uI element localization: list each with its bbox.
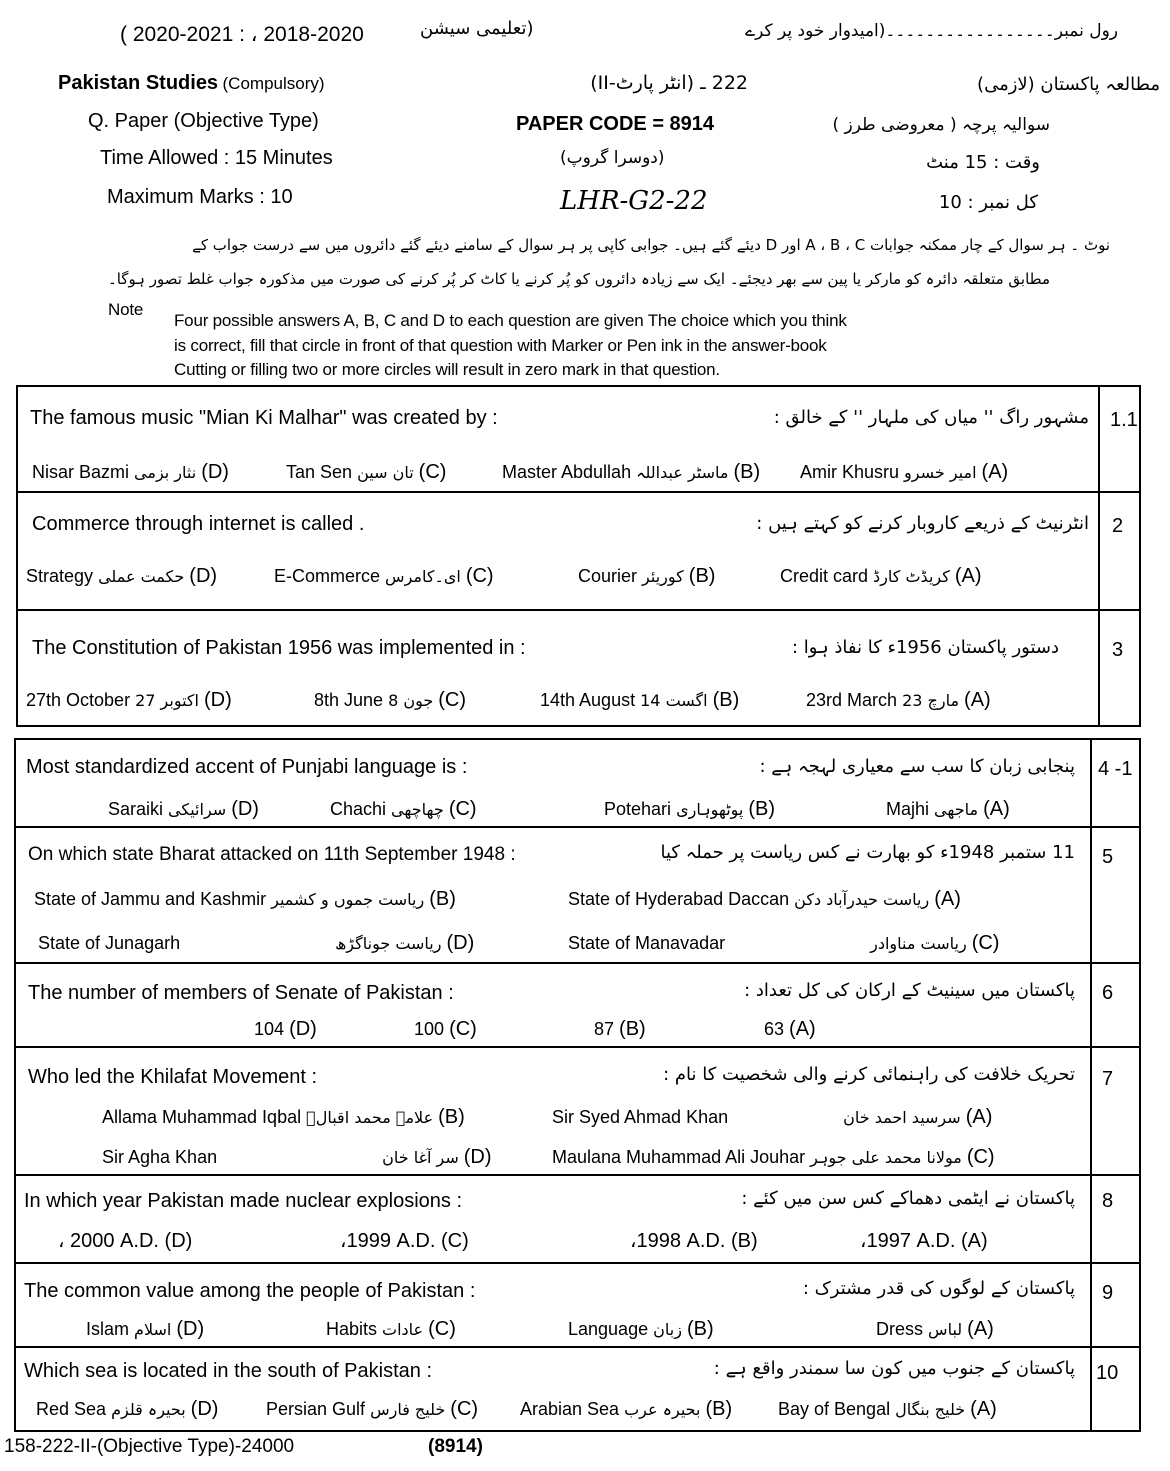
option-letter: (B)	[730, 1230, 758, 1252]
option-letter: (D)	[463, 1146, 492, 1168]
group-urdu: (دوسرا گروپ)	[560, 148, 665, 168]
option-letter: (D)	[289, 1018, 317, 1040]
option-letter: (C)	[449, 1018, 477, 1040]
option-b[interactable]	[502, 461, 760, 484]
option-b[interactable]	[604, 798, 775, 821]
option-a[interactable]	[876, 1318, 994, 1341]
note-line-3: Cutting or filling two or more circles will result in zero mark in that question.	[174, 360, 720, 379]
time-allowed-english: Time Allowed : 15 Minutes	[100, 147, 333, 169]
subject-english	[58, 72, 325, 95]
option-a[interactable]	[860, 1228, 988, 1253]
option-en: Amir Khusru	[800, 462, 900, 482]
paper-type-urdu: سوالیہ پرچہ ( معروضی طرز )	[832, 115, 1050, 135]
option-a[interactable]	[886, 798, 1010, 821]
question-block-1	[16, 385, 1141, 727]
question-row-10	[16, 1348, 1139, 1430]
option-en: State of Hyderabad Daccan	[568, 889, 790, 909]
note-label: Note	[108, 300, 144, 319]
question-row-7	[16, 1048, 1139, 1176]
option-en: 23rd March	[806, 690, 898, 710]
option-ur: عادات	[382, 1320, 424, 1339]
roll-number-line: رول نمبر۔۔۔۔۔۔۔۔۔۔۔۔۔۔۔۔۔(امیدوار خود پر کرے	[745, 21, 1118, 41]
question-text-en: Commerce through internet is called .	[32, 513, 365, 535]
question-number: 1.1	[1110, 409, 1138, 431]
option-letter: (B)	[429, 888, 456, 910]
question-text-en: On which state Bharat attacked on 11th September 1948 :	[28, 844, 516, 865]
option-letter: (D)	[189, 565, 218, 587]
question-text-ur: پنجابی زبان کا سب سے معیاری لہجہ ہے :	[759, 756, 1075, 777]
question-number: 6	[1102, 982, 1114, 1004]
option-en: Sir Syed Ahmad Khan	[552, 1107, 729, 1127]
option-en: Dress	[876, 1319, 924, 1339]
option-ur: لباس	[928, 1320, 963, 1339]
question-text-en: Most standardized accent of Punjabi language is :	[26, 756, 468, 778]
option-ur: بحیرہ عرب	[624, 1400, 701, 1419]
option-ur: حکمت عملی	[98, 567, 185, 586]
question-number: 4 -1	[1098, 758, 1133, 780]
option-letter: (B)	[748, 798, 776, 820]
question-row-3	[18, 611, 1139, 725]
option-letter: (D)	[176, 1318, 205, 1340]
option-d[interactable]	[108, 798, 259, 821]
question-row-9	[16, 1264, 1139, 1348]
option-d[interactable]	[58, 1228, 192, 1253]
option-en: 63	[764, 1019, 785, 1039]
option-letter: (A)	[967, 1318, 994, 1340]
paper-number: 222 ـ (انٹر پارٹ-II)	[590, 72, 748, 94]
option-letter: (C)	[450, 1398, 479, 1420]
option-a[interactable]	[778, 1398, 997, 1421]
option-en: Majhi	[886, 799, 930, 819]
question-text-en: Who led the Khilafat Movement :	[28, 1066, 318, 1088]
option-letter: (A)	[970, 1398, 997, 1420]
session-label-urdu: (تعلیمی سیشن	[420, 18, 534, 39]
question-text-ur: پاکستان کے لوگوں کی قدر مشترک :	[802, 1278, 1075, 1299]
option-ur: ریاست جوناگڑھ	[335, 934, 442, 953]
option-ur: کریڈٹ کارڈ	[873, 567, 950, 586]
question-row-1	[18, 387, 1139, 493]
option-en: State of Manavadar	[568, 933, 726, 953]
note-urdu-line-1: نوٹ ۔ ہر سوال کے چار ممکنہ جوابات A ، B ، C اور D دیئے گئے ہیں۔ جوابی کاپی پر ہر سوال کے سامنے دیئے گئے دائروں میں سے درست جواب کے	[192, 236, 1110, 254]
question-text-en: Which sea is located in the south of Pakistan :	[24, 1360, 432, 1382]
option-en: Red Sea	[36, 1399, 107, 1419]
option-a[interactable]	[780, 565, 982, 588]
option-ur: خلیج فارس	[370, 1400, 446, 1419]
question-row-6	[16, 964, 1139, 1048]
question-row-2	[18, 493, 1139, 611]
option-b[interactable]	[594, 1018, 646, 1041]
question-number: 2	[1112, 515, 1124, 537]
option-letter: (A)	[981, 461, 1009, 483]
option-en: ، 2000 A.D.	[58, 1230, 159, 1252]
option-en: 27th October	[26, 690, 131, 710]
option-ur: سرسید احمد خان	[843, 1108, 961, 1127]
option-d[interactable]	[26, 689, 232, 712]
option-en: Islam	[86, 1319, 130, 1339]
option-d[interactable]	[38, 932, 474, 955]
option-ur: نثار بزمی	[134, 463, 197, 482]
option-a[interactable]	[568, 888, 961, 911]
question-text-en: In which year Pakistan made nuclear explosions :	[24, 1190, 463, 1212]
option-b[interactable]	[520, 1398, 732, 1421]
footer-code-line: 158-222-II-(Objective Type)-24000	[4, 1436, 295, 1457]
option-letter: (C)	[438, 689, 467, 711]
option-d[interactable]	[102, 1146, 492, 1169]
question-text-en: The number of members of Senate of Pakistan :	[28, 982, 454, 1004]
option-letter: (A)	[965, 1106, 993, 1128]
option-d[interactable]	[32, 461, 229, 484]
option-c[interactable]	[274, 565, 494, 588]
option-en: Potehari	[604, 799, 672, 819]
paper-type-english: Q. Paper (Objective Type)	[88, 110, 319, 132]
option-letter: (B)	[686, 1318, 714, 1340]
option-en: Chachi	[330, 799, 387, 819]
option-en: Habits	[326, 1319, 378, 1339]
option-letter: (C)	[448, 798, 477, 820]
option-en: State of Junagarh	[38, 933, 181, 953]
option-ur: ریاست جموں و کشمیر	[271, 890, 425, 909]
option-ur: امیر خسرو	[904, 463, 977, 482]
option-c[interactable]	[552, 1146, 995, 1169]
option-letter: (D)	[231, 798, 259, 820]
option-ur: 8 جون	[388, 691, 434, 710]
option-c[interactable]	[330, 798, 477, 821]
option-letter: (D)	[190, 1398, 219, 1420]
option-letter: (A)	[960, 1230, 988, 1252]
question-text-ur: پاکستان کے جنوب میں کون سا سمندر واقع ہے :	[713, 1358, 1075, 1379]
option-c[interactable]	[414, 1018, 477, 1041]
option-letter: (C)	[428, 1318, 456, 1340]
option-letter: (B)	[733, 461, 761, 483]
option-ur: ریاست حیدرآباد دکن	[794, 890, 930, 909]
note-line-1: Four possible answers A, B, C and D to each question are given The choice which you think	[174, 311, 847, 330]
option-c[interactable]	[326, 1318, 456, 1341]
session-years: ( 2020-2021 : ، 2018-2020	[120, 23, 364, 46]
option-letter: (D)	[446, 932, 475, 954]
option-letter: (A)	[964, 689, 991, 711]
option-ur: 23 مارچ	[902, 691, 960, 710]
option-d[interactable]	[36, 1398, 218, 1421]
option-en: Allama Muhammad Iqbal	[102, 1107, 302, 1127]
footer-paper-code: (8914)	[428, 1436, 483, 1457]
option-letter: (B)	[712, 689, 740, 711]
option-c[interactable]	[314, 689, 466, 712]
option-ur: خلیج بنگال	[895, 1400, 966, 1419]
option-letter: (A)	[789, 1018, 816, 1040]
question-number: 3	[1112, 639, 1124, 661]
option-ur: کوریئر	[642, 567, 684, 586]
option-en: Credit card	[780, 566, 869, 586]
option-en: ،1999 A.D.	[340, 1230, 436, 1252]
option-letter: (C)	[465, 565, 494, 587]
option-ur: 27 اکتوبر	[135, 691, 199, 710]
max-marks-english: Maximum Marks : 10	[107, 186, 293, 208]
time-urdu: وقت : 15 منٹ	[926, 152, 1040, 173]
option-d[interactable]	[86, 1318, 204, 1341]
question-text-ur: 11 ستمبر 1948ء کو بھارت نے کس ریاست پر حملہ کیا	[660, 842, 1075, 863]
option-letter: (C)	[966, 1146, 995, 1168]
question-row-8	[16, 1176, 1139, 1264]
question-text-ur: مشہور راگ '' میاں کی ملہار '' کے خالق :	[773, 407, 1089, 428]
option-en: Language	[568, 1319, 649, 1339]
option-en: E-Commerce	[274, 566, 381, 586]
option-a[interactable]	[800, 461, 1008, 484]
option-en: 100	[414, 1019, 445, 1039]
option-letter: (A)	[954, 565, 982, 587]
option-letter: (D)	[201, 461, 229, 483]
option-b[interactable]	[568, 1318, 714, 1341]
option-en: Courier	[578, 566, 638, 586]
option-ur: سرائیکی	[168, 800, 227, 819]
question-text-en: The Constitution of Pakistan 1956 was implemented in :	[32, 637, 526, 659]
option-b[interactable]	[540, 689, 739, 712]
option-b[interactable]	[578, 565, 715, 588]
question-number: 9	[1102, 1282, 1114, 1304]
option-ur: اسلام	[134, 1320, 172, 1339]
option-ur: 14 اگست	[640, 691, 708, 710]
option-en: Strategy	[26, 566, 94, 586]
option-c[interactable]	[568, 932, 999, 955]
option-a[interactable]	[764, 1018, 816, 1041]
question-text-ur: پاکستان میں سینیٹ کے ارکان کی کل تعداد :	[744, 980, 1075, 1001]
option-en: Bay of Bengal	[778, 1399, 891, 1419]
handwritten-code: LHR-G2-22	[560, 186, 708, 216]
option-en: 87	[594, 1019, 615, 1039]
question-text-ur: تحریک خلافت کی راہنمائی کرنے والی شخصیت کا نام :	[663, 1064, 1075, 1085]
option-letter: (C)	[440, 1230, 469, 1252]
option-letter: (D)	[164, 1230, 193, 1252]
option-ur: تان سین	[357, 463, 414, 482]
question-text-en: The common value among the people of Pakistan :	[24, 1280, 476, 1302]
option-en: 14th August	[540, 690, 636, 710]
option-en: Tan Sen	[286, 462, 353, 482]
question-number: 8	[1102, 1190, 1114, 1212]
option-d[interactable]	[254, 1018, 317, 1041]
question-text-ur: انٹرنیٹ کے ذریعے کاروبار کرنے کو کہتے ہیں :	[756, 513, 1089, 534]
option-letter: (B)	[619, 1018, 646, 1040]
question-text-ur: دستور پاکستان 1956ء کا نفاذ ہوا :	[792, 637, 1059, 658]
option-letter: (A)	[934, 888, 961, 910]
option-en: Persian Gulf	[266, 1399, 366, 1419]
question-number: 7	[1102, 1068, 1114, 1090]
option-d[interactable]	[26, 565, 217, 588]
option-ur: سر آغا خان	[382, 1148, 459, 1167]
option-ur: بحیرہ قلزم	[111, 1400, 186, 1419]
option-en: Arabian Sea	[520, 1399, 620, 1419]
option-a[interactable]	[806, 689, 991, 712]
option-letter: (C)	[971, 932, 1000, 954]
marks-urdu: کل نمبر : 10	[938, 192, 1038, 213]
subject-title: Pakistan Studies	[58, 72, 219, 94]
option-ur: ریاست مناوادر	[870, 934, 967, 953]
question-row-4	[16, 740, 1139, 828]
option-ur: چھاچھی	[391, 800, 444, 819]
option-c[interactable]	[286, 461, 446, 484]
option-b[interactable]	[34, 888, 456, 911]
option-letter: (B)	[705, 1398, 733, 1420]
option-letter: (B)	[688, 565, 716, 587]
note-urdu-line-2: مطابق متعلقہ دائرہ کو مارکر یا پین سے بھر دیجئے۔ ایک سے زیادہ دائروں کو پُر کرنے یا کاٹ کر پُر کرنے کی صورت میں مذکورہ جواب غلط تصور ہوگا۔	[107, 270, 1050, 288]
option-en: Maulana Muhammad Ali Jouhar	[552, 1147, 806, 1167]
option-en: ،1998 A.D.	[630, 1230, 726, 1252]
question-block-2	[14, 738, 1141, 1432]
option-ur: زبان	[653, 1320, 682, 1339]
option-c[interactable]	[340, 1228, 469, 1253]
option-ur: ماجھی	[934, 800, 979, 819]
question-number: 10	[1096, 1362, 1119, 1384]
option-en: Nisar Bazmi	[32, 462, 130, 482]
option-ur: ماسٹر عبداللہ	[636, 463, 729, 482]
option-ur: ای۔کامرس	[385, 567, 461, 586]
option-en: Saraiki	[108, 799, 164, 819]
question-text-en: The famous music "Mian Ki Malhar" was created by :	[30, 407, 498, 429]
option-en: Sir Agha Khan	[102, 1147, 218, 1167]
option-en: Master Abdullah	[502, 462, 632, 482]
option-ur: پوٹھوہاری	[676, 800, 744, 819]
paper-code: PAPER CODE = 8914	[516, 113, 715, 135]
option-b[interactable]	[102, 1106, 465, 1129]
option-letter: (C)	[418, 461, 447, 483]
option-c[interactable]	[266, 1398, 478, 1421]
option-letter: (A)	[983, 798, 1010, 820]
subject-urdu: مطالعہ پاکستان (لازمی)	[977, 74, 1160, 95]
option-en: ،1997 A.D.	[860, 1230, 956, 1252]
option-letter: (D)	[203, 689, 232, 711]
option-ur: علامہ محمد اقبالؒ	[306, 1108, 434, 1127]
note-line-2: is correct, fill that circle in front of that question with Marker or Pen ink in the answer-book	[174, 336, 827, 355]
option-en: State of Jammu and Kashmir	[34, 889, 267, 909]
option-ur: مولانا محمد علی جوہر	[810, 1148, 962, 1167]
option-a[interactable]	[552, 1106, 992, 1129]
question-row-5	[16, 828, 1139, 964]
question-number: 5	[1102, 846, 1114, 868]
option-en: 104	[254, 1019, 285, 1039]
subject-subtitle: (Compulsory)	[222, 74, 325, 93]
option-b[interactable]	[630, 1228, 758, 1253]
question-text-ur: پاکستان نے ایٹمی دھماکے کس سن میں کئے :	[741, 1188, 1075, 1209]
option-letter: (B)	[438, 1106, 465, 1128]
option-en: 8th June	[314, 690, 384, 710]
